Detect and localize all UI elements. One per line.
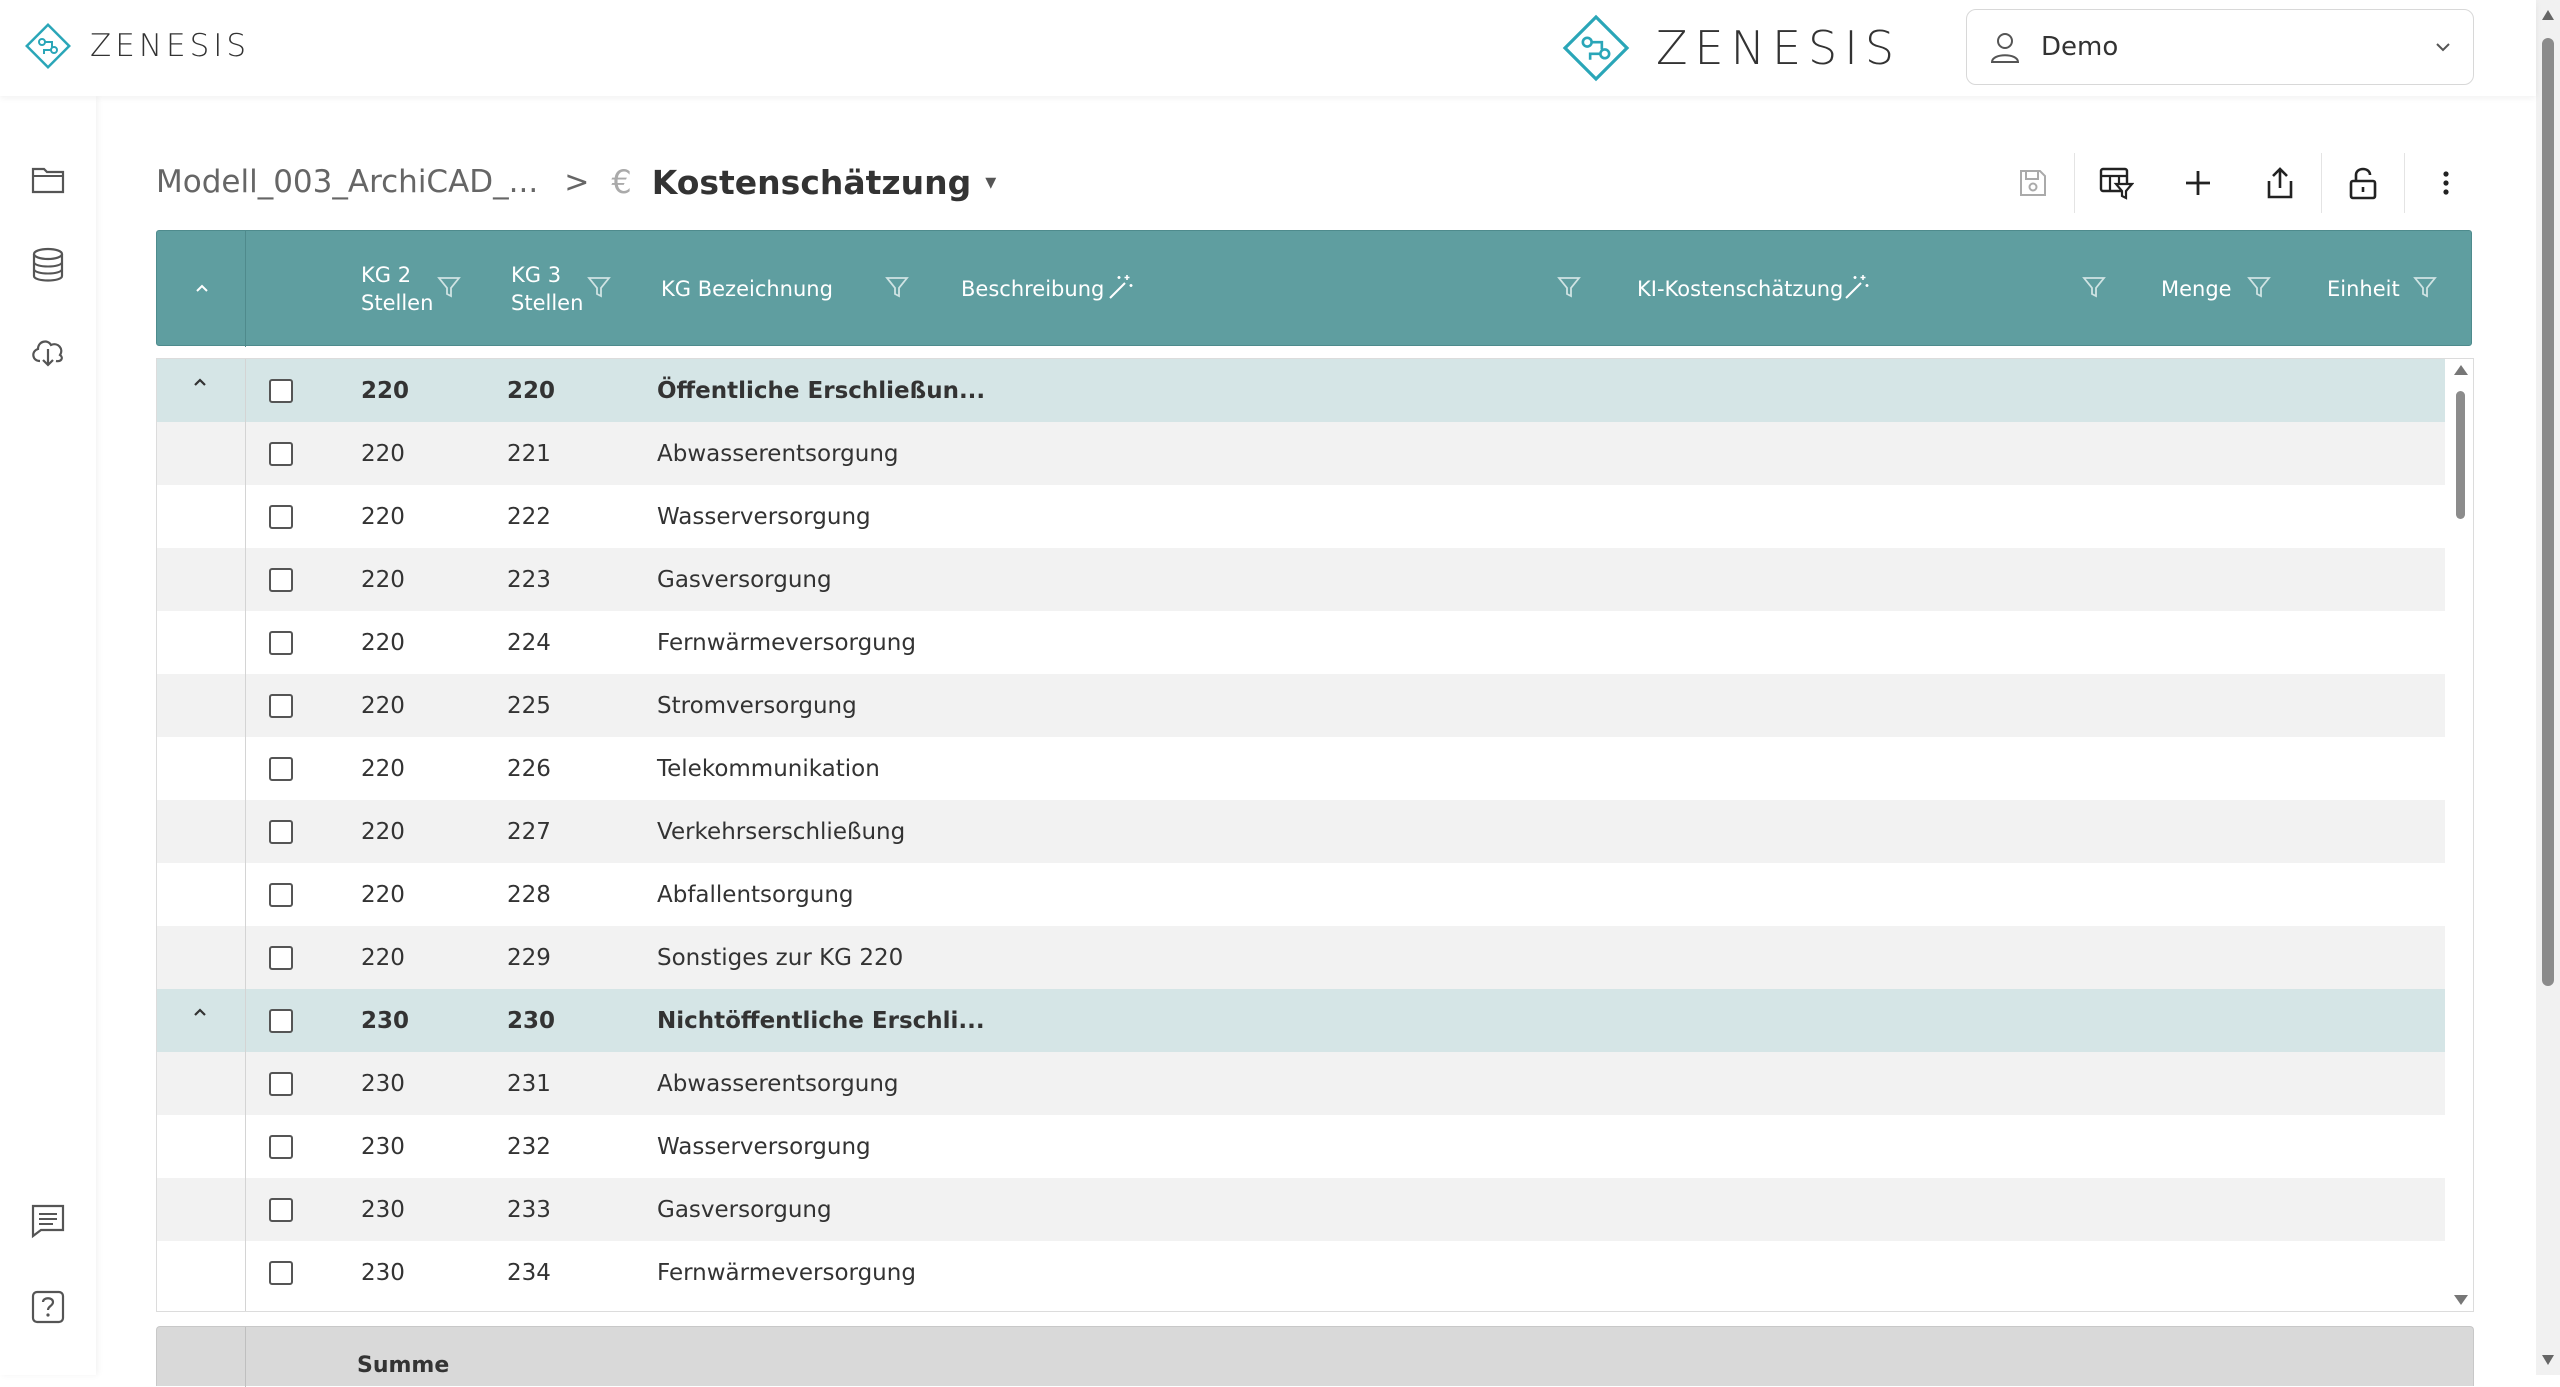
col-header-bezeichnung[interactable]: KG Bezeichnung <box>661 277 833 301</box>
table-row[interactable] <box>157 611 2445 674</box>
save-icon <box>2017 167 2049 199</box>
database-icon <box>29 246 67 284</box>
chevron-up-icon <box>193 280 211 298</box>
cell-kg3: 220 <box>507 377 556 404</box>
grid-body <box>156 358 2474 1312</box>
caret-down-icon[interactable]: ▾ <box>985 169 997 195</box>
table-row[interactable] <box>157 737 2445 800</box>
user-icon <box>1987 29 2023 65</box>
cell-bezeichnung: Abwasserentsorgung <box>657 440 899 467</box>
cell-bezeichnung: Nichtöffentliche Erschli... <box>657 1007 985 1034</box>
row-checkbox[interactable] <box>269 757 293 781</box>
cell-kg3: 221 <box>507 440 551 467</box>
collapse-group-button[interactable] <box>191 1003 209 1028</box>
sidebar-item-help[interactable] <box>27 1286 69 1328</box>
row-checkbox[interactable] <box>269 1261 293 1285</box>
cell-kg3: 231 <box>507 1070 551 1097</box>
sidebar-item-database[interactable] <box>27 244 69 286</box>
toolbar-divider <box>2074 153 2075 213</box>
filter-icon[interactable] <box>2082 275 2106 299</box>
filter-icon[interactable] <box>1557 275 1581 299</box>
magic-wand-icon[interactable] <box>1107 273 1135 301</box>
chevron-down-icon <box>2433 37 2453 57</box>
user-name: Demo <box>2041 32 2119 62</box>
chevron-up-icon <box>191 1004 209 1022</box>
row-checkbox[interactable] <box>269 442 293 466</box>
grid-scrollbar[interactable] <box>2447 359 2473 1311</box>
sidebar-item-projects[interactable] <box>27 158 69 200</box>
cell-kg3: 234 <box>507 1259 551 1286</box>
row-checkbox[interactable] <box>269 1072 293 1096</box>
cloud-download-icon <box>28 331 68 371</box>
cell-bezeichnung: Fernwärmeversorgung <box>657 1259 916 1286</box>
table-row[interactable] <box>157 1241 2445 1304</box>
cell-kg2: 220 <box>361 566 405 593</box>
cell-kg2: 220 <box>361 881 405 908</box>
export-button[interactable] <box>2250 153 2310 213</box>
main-content <box>96 96 2536 1378</box>
cell-bezeichnung: Telekommunikation <box>657 755 880 782</box>
cell-kg3: 226 <box>507 755 551 782</box>
group-row[interactable] <box>157 989 2445 1052</box>
window-scrollbar[interactable] <box>2536 0 2560 1375</box>
row-control-separator <box>245 359 246 1312</box>
sidebar-item-chat[interactable] <box>27 1200 69 1242</box>
more-icon <box>2441 169 2451 197</box>
more-button[interactable] <box>2416 153 2476 213</box>
summary-footer <box>156 1326 2474 1386</box>
cell-bezeichnung: Abfallentsorgung <box>657 881 854 908</box>
cell-kg2: 220 <box>361 629 405 656</box>
row-checkbox[interactable] <box>269 631 293 655</box>
row-checkbox[interactable] <box>269 505 293 529</box>
logo-small[interactable] <box>22 20 250 72</box>
filter-icon[interactable] <box>587 275 611 299</box>
cell-kg2: 230 <box>361 1259 405 1286</box>
cell-bezeichnung: Wasserversorgung <box>657 503 871 530</box>
table-row[interactable] <box>157 863 2445 926</box>
footer-separator <box>245 1327 246 1387</box>
toolbar-divider <box>2321 153 2322 213</box>
cell-kg2: 220 <box>361 503 405 530</box>
top-bar <box>0 0 2536 96</box>
cell-kg2: 230 <box>361 1070 405 1097</box>
cell-kg3: 229 <box>507 944 551 971</box>
col-header-einheit[interactable]: Einheit <box>2327 277 2400 301</box>
col-header-kg2[interactable]: KG 2 Stellen <box>361 263 434 315</box>
cell-bezeichnung: Wasserversorgung <box>657 1133 871 1160</box>
unlock-icon <box>2347 165 2379 201</box>
table-row[interactable] <box>157 548 2445 611</box>
cell-kg3: 223 <box>507 566 551 593</box>
row-checkbox[interactable] <box>269 1009 293 1033</box>
cell-kg2: 230 <box>361 1133 405 1160</box>
cell-kg3: 224 <box>507 629 551 656</box>
cell-kg2: 220 <box>361 440 405 467</box>
export-icon <box>2264 166 2296 200</box>
magic-wand-icon[interactable] <box>1843 273 1871 301</box>
cell-kg3: 230 <box>507 1007 556 1034</box>
sum-label: Summe <box>357 1353 450 1378</box>
table-row[interactable] <box>157 485 2445 548</box>
cell-kg3: 222 <box>507 503 551 530</box>
table-filter-icon <box>2098 165 2134 201</box>
brand-name-small: ZENESIS <box>90 28 251 64</box>
grid-header <box>156 230 2472 346</box>
row-checkbox[interactable] <box>269 568 293 592</box>
cell-bezeichnung: Sonstiges zur KG 220 <box>657 944 904 971</box>
cell-bezeichnung: Fernwärmeversorgung <box>657 629 916 656</box>
scroll-down-arrow[interactable] <box>2454 1295 2468 1305</box>
breadcrumb <box>156 152 996 212</box>
add-button[interactable] <box>2168 153 2228 213</box>
cell-bezeichnung: Gasversorgung <box>657 1196 832 1223</box>
help-icon <box>29 1288 67 1326</box>
cell-kg3: 225 <box>507 692 551 719</box>
collapse-all-button[interactable] <box>193 231 211 347</box>
zenesis-logo-icon <box>22 20 74 72</box>
breadcrumb-separator: > <box>564 164 590 200</box>
cell-kg3: 228 <box>507 881 551 908</box>
row-checkbox[interactable] <box>269 946 293 970</box>
sidebar-item-cloud-download[interactable] <box>27 330 69 372</box>
table-row[interactable] <box>157 1178 2445 1241</box>
cell-kg2: 220 <box>361 755 405 782</box>
table-row[interactable] <box>157 422 2445 485</box>
scroll-up-arrow[interactable] <box>2454 365 2468 375</box>
save-button[interactable] <box>2003 153 2063 213</box>
table-row[interactable] <box>157 1115 2445 1178</box>
collapse-group-button[interactable] <box>191 373 209 398</box>
cell-kg2: 220 <box>361 944 405 971</box>
toolbar-divider <box>2404 153 2405 213</box>
table-row[interactable] <box>157 1052 2445 1115</box>
table-row[interactable] <box>157 674 2445 737</box>
cell-kg2: 230 <box>361 1196 405 1223</box>
col-header-kg3[interactable]: KG 3 Stellen <box>511 263 584 315</box>
chat-icon <box>29 1202 67 1240</box>
cell-kg2: 230 <box>361 1007 410 1034</box>
col-header-beschreibung[interactable]: Beschreibung <box>961 277 1105 301</box>
toolbar <box>1992 148 2487 218</box>
cell-bezeichnung: Öffentliche Erschließun... <box>657 377 986 404</box>
table-row[interactable] <box>157 926 2445 989</box>
col-header-menge[interactable]: Menge <box>2161 277 2232 301</box>
zenesis-logo-icon <box>1558 10 1634 86</box>
filter-icon[interactable] <box>2247 275 2271 299</box>
cell-kg2: 220 <box>361 377 410 404</box>
cell-bezeichnung: Abwasserentsorgung <box>657 1070 899 1097</box>
cell-bezeichnung: Stromversorgung <box>657 692 857 719</box>
filter-icon[interactable] <box>2413 275 2437 299</box>
row-checkbox[interactable] <box>269 694 293 718</box>
window-scroll-down-arrow[interactable] <box>2542 1355 2554 1365</box>
cell-kg2: 220 <box>361 818 405 845</box>
cell-bezeichnung: Verkehrserschließung <box>657 818 906 845</box>
window-scroll-thumb[interactable] <box>2542 38 2554 986</box>
table-filter-button[interactable] <box>2086 153 2146 213</box>
row-checkbox[interactable] <box>269 883 293 907</box>
cell-kg3: 227 <box>507 818 551 845</box>
row-checkbox[interactable] <box>269 820 293 844</box>
cell-kg2: 220 <box>361 692 405 719</box>
logo-center <box>1558 10 1901 86</box>
unlock-button[interactable] <box>2333 153 2393 213</box>
row-checkbox[interactable] <box>269 1135 293 1159</box>
chevron-up-icon <box>191 374 209 392</box>
row-checkbox[interactable] <box>269 1198 293 1222</box>
window-scroll-up-arrow[interactable] <box>2542 10 2554 20</box>
add-icon <box>2182 167 2214 199</box>
breadcrumb-current[interactable]: Kostenschätzung <box>651 162 972 202</box>
table-row[interactable] <box>157 800 2445 863</box>
col-header-ki-kostenschaetzung[interactable]: KI-Kostenschätzung <box>1637 277 1844 301</box>
cell-kg3: 232 <box>507 1133 551 1160</box>
group-row[interactable] <box>157 359 2445 422</box>
brand-name-center: ZENESIS <box>1656 21 1902 75</box>
header-separator <box>245 231 246 347</box>
breadcrumb-model[interactable]: Modell_003_ArchiCAD_... <box>156 164 539 200</box>
scroll-thumb[interactable] <box>2456 391 2465 519</box>
folder-icon <box>29 160 67 198</box>
filter-icon[interactable] <box>437 275 461 299</box>
row-checkbox[interactable] <box>269 379 293 403</box>
user-select[interactable] <box>1966 9 2474 85</box>
filter-icon[interactable] <box>885 275 909 299</box>
cell-kg3: 233 <box>507 1196 551 1223</box>
sidebar <box>0 96 96 1375</box>
euro-icon: € <box>611 163 632 201</box>
cell-bezeichnung: Gasversorgung <box>657 566 832 593</box>
